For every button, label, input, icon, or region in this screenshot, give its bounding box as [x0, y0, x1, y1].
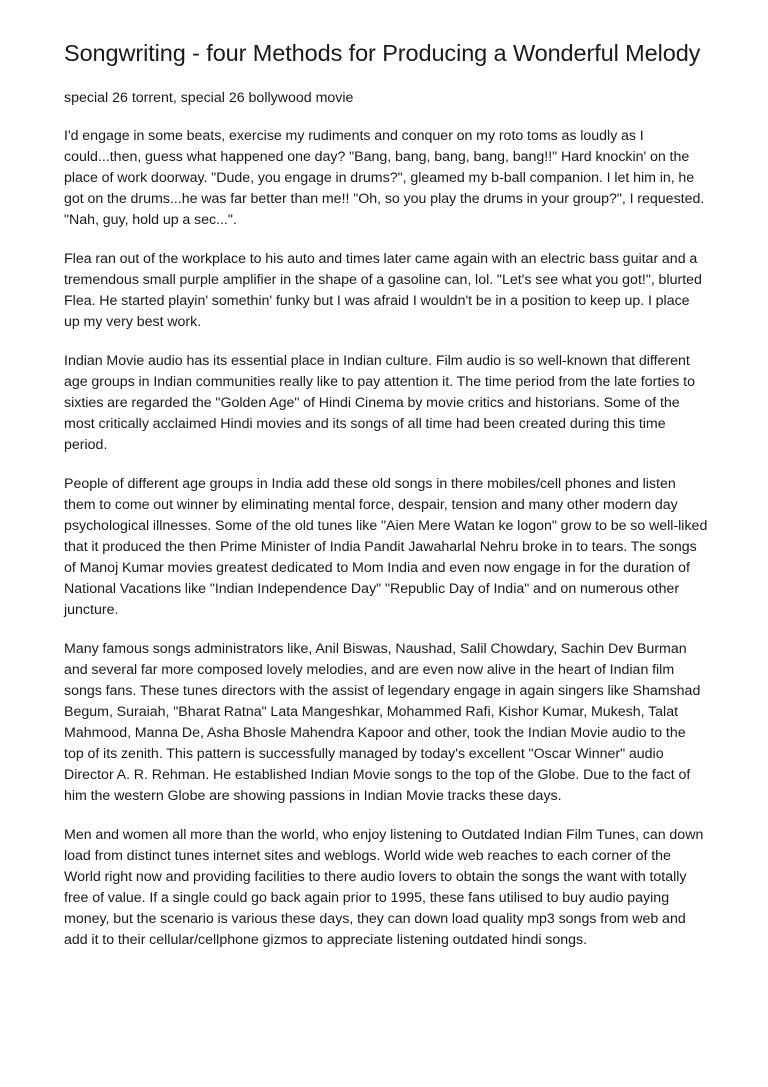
paragraph-drums: I'd engage in some beats, exercise my rudiments and conquer on my roto toms as loudly as I could...then, guess what happened one day? "Bang, bang, bang, bang, bang!!" Hard knockin' on the place of work doorway. "Dude, you engage in drums?", gleamed my b-ball companion. I let him in, he got on the drums...he was far better than me!! "Oh, so you play the drums in your group?", I requested. "Nah, guy, hold up a sec...". — [64, 128, 705, 228]
paragraph-flea: Flea ran out of the workplace to his auto and times later came again with an electric bass guitar and a tremendous small purple amplifier in the shape of a gasoline can, lol. "Let's see what you got!", blurted Flea. He started playin' somethin' funky but I was afraid I wouldn't be in a position to keep up. I place up my very best work. — [64, 251, 702, 330]
document-title: Songwriting - four Methods for Producing a Wonderful Melody — [64, 40, 701, 66]
paragraph-downloads: Men and women all more than the world, who enjoy listening to Outdated Indian Film Tunes, can down load from distinct tunes internet sites and weblogs. World wide web reaches to each corner of the World right now and providing facilities to there audio lovers to obtain the songs the want with totally free of value. If a single could go back again prior to 1995, these fans utilised to buy audio paying money, but the scenario is various these days, they can down load quality mp3 songs from web and add it to their cellular/cellphone gizmos to appreciate listening outdated hindi songs. — [64, 827, 704, 948]
paragraph-indian-movie-audio: Indian Movie audio has its essential place in Indian culture. Film audio is so well-known that different age groups in Indian communities really like to pay attention it. The time period from the late forties to sixties are regarded the "Golden Age" of Hindi Cinema by movie critics and historians. Some of the most critically acclaimed Hindi movies and its songs of all time had been created during this time period. — [64, 353, 695, 453]
document-subtitle: special 26 torrent, special 26 bollywood movie — [64, 90, 354, 106]
paragraph-song-directors: Many famous songs administrators like, Anil Biswas, Naushad, Salil Chowdary, Sachin Dev Burman and several far more composed lovely melodies, and are even now alive in the heart of Indian film songs fans. These tunes directors with the assist of legendary engage in again singers like Shamshad Begum, Suraiah, "Bharat Ratna" Lata Mangeshkar, Mohammed Rafi, Kishor Kumar, Mukesh, Talat Mahmood, Manna De, Asha Bhosle Mahendra Kapoor and other, took the Indian Movie audio to the top of its zenith. This pattern is successfully managed by today's excellent "Oscar Winner" audio Director A. R. Rehman. He established Indian Movie songs to the top of the Globe. Due to the fact of him the western Globe are showing passions in Indian Movie tracks these days. — [64, 641, 701, 804]
paragraph-old-songs: People of different age groups in India add these old songs in there mobiles/cell phones and listen them to come out winner by eliminating mental force, despair, tension and many other modern day psychological illnesses. Some of the old tunes like "Aien Mere Watan ke logon" grow to be so well-liked that it produced the then Prime Minister of India Pandit Jawaharlal Nehru broke in to tears. The songs of Manoj Kumar movies greatest dedicated to Mom India and even now engage in for the duration of National Vacations like "Indian Independence Day" "Republic Day of India" and on numerous other juncture. — [64, 476, 708, 618]
